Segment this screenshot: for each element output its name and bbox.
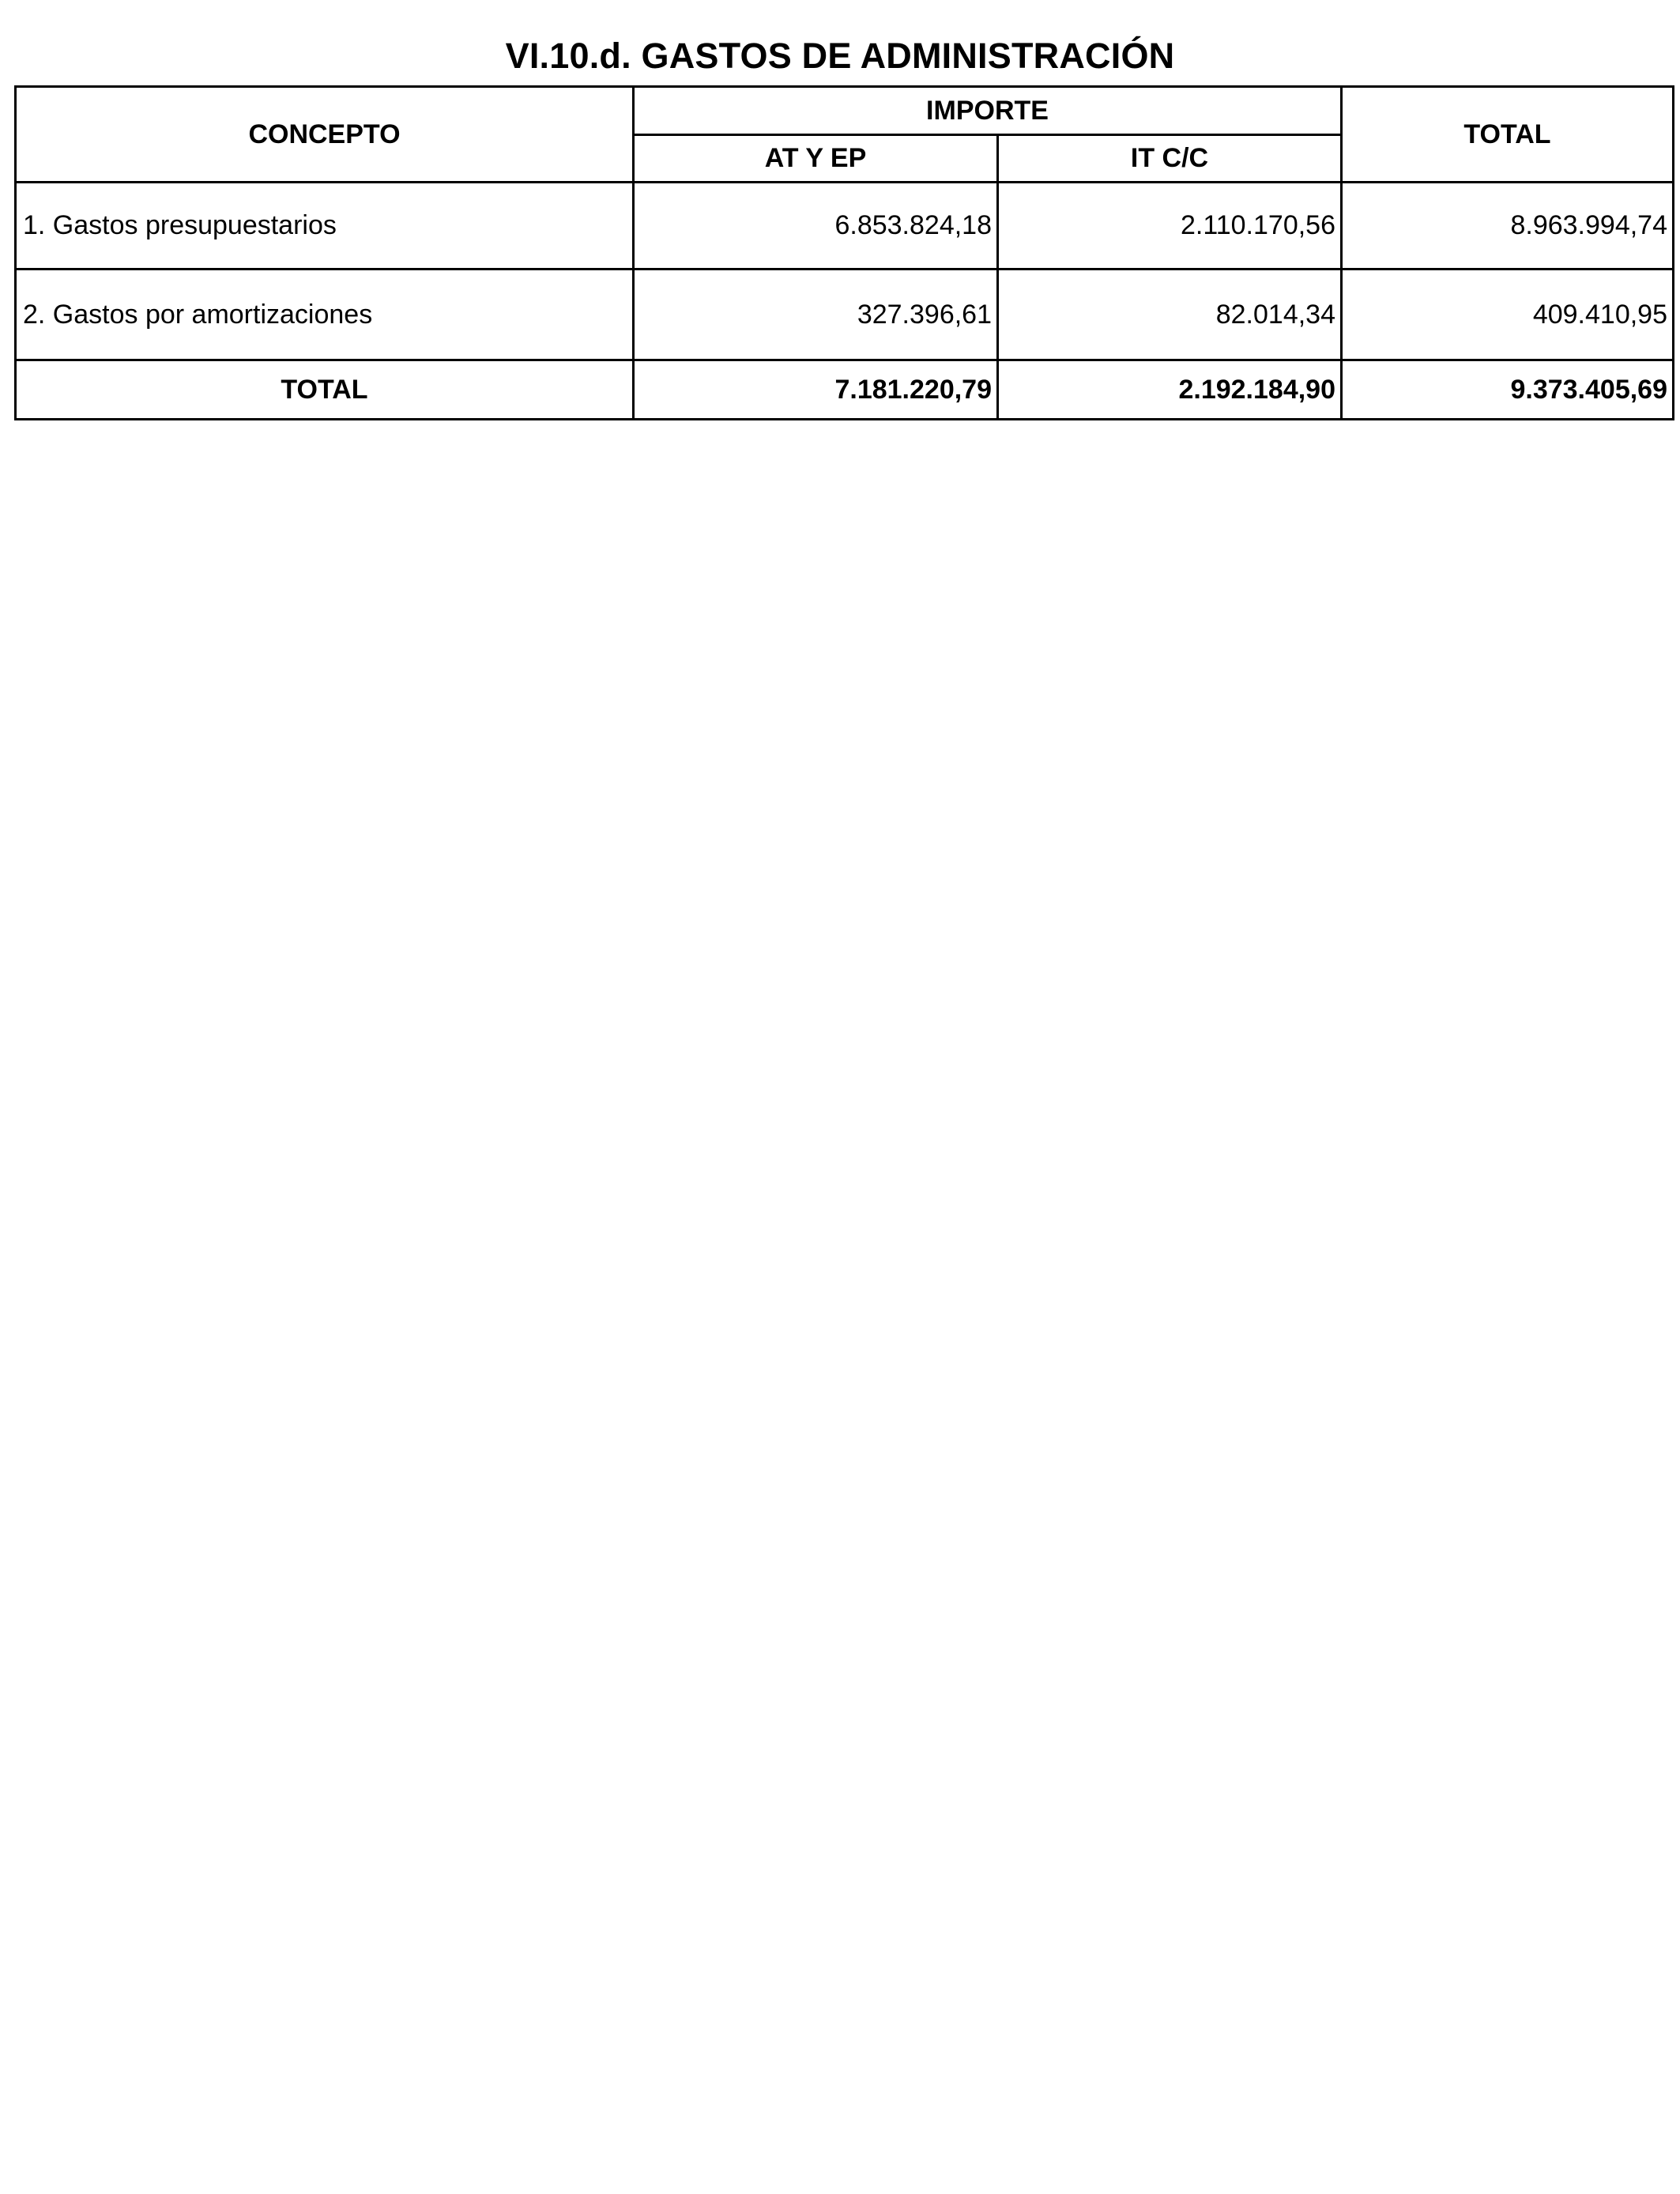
row-concepto: 1. Gastos presupuestarios <box>16 183 634 270</box>
row-total: 409.410,95 <box>1342 270 1674 360</box>
row-it-cc: 2.110.170,56 <box>998 183 1342 270</box>
row-concepto: 2. Gastos por amortizaciones <box>16 270 634 360</box>
row-it-cc: 82.014,34 <box>998 270 1342 360</box>
table-row <box>16 183 1674 270</box>
totals-it-cc: 2.192.184,90 <box>998 360 1342 420</box>
totals-row <box>16 360 1674 420</box>
totals-at-y-ep: 7.181.220,79 <box>634 360 998 420</box>
totals-total: 9.373.405,69 <box>1342 360 1674 420</box>
page-title: VI.10.d. GASTOS DE ADMINISTRACIÓN <box>505 36 1175 76</box>
expenses-table <box>14 85 1674 420</box>
row-total: 8.963.994,74 <box>1342 183 1674 270</box>
row-at-y-ep: 6.853.824,18 <box>634 183 998 270</box>
header-it-cc: IT C/C <box>998 135 1342 183</box>
header-importe: IMPORTE <box>634 87 1342 135</box>
header-at-y-ep: AT Y EP <box>634 135 998 183</box>
table-row <box>16 270 1674 360</box>
row-at-y-ep: 327.396,61 <box>634 270 998 360</box>
header-concepto: CONCEPTO <box>16 87 634 183</box>
totals-label: TOTAL <box>16 360 634 420</box>
header-total: TOTAL <box>1342 87 1674 183</box>
header-row-top <box>16 87 1674 135</box>
